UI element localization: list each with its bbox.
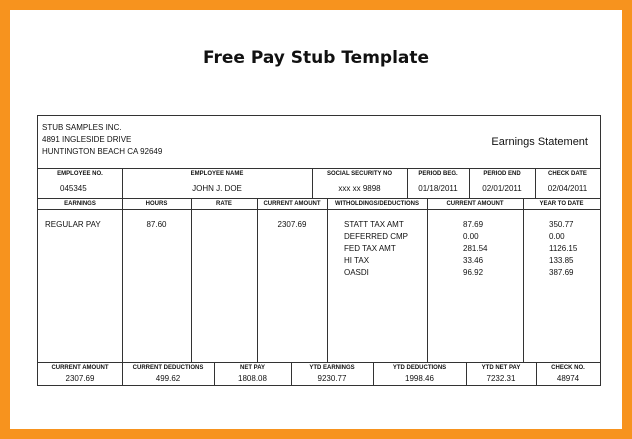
divider	[427, 198, 428, 362]
net-pay-label: NET PAY	[239, 365, 265, 371]
pay-stub	[37, 115, 601, 386]
earnings-current-amount: 2307.69	[277, 220, 307, 229]
page-title: Free Pay Stub Template	[202, 48, 430, 68]
ytd-deductions-value: 1998.46	[405, 374, 434, 383]
check-date-header: CHECK DATE	[548, 171, 587, 177]
employee-no-header: EMPLOYEE NO.	[57, 171, 103, 177]
rate-header: RATE	[216, 201, 232, 207]
period-end-header: PERIOD END	[483, 171, 521, 177]
withholding-ytd: 0.00	[549, 232, 565, 241]
check-no-label: CHECK NO.	[551, 365, 585, 371]
period-beg-header: PERIOD BEG.	[418, 171, 458, 177]
withholding-current: 0.00	[463, 232, 479, 241]
withholding-name: FED TAX AMT	[344, 244, 396, 253]
ytd-deductions-label: YTD DEDUCTIONS	[392, 365, 447, 371]
employee-no-value: 045345	[60, 184, 87, 193]
total-current-deductions-value: 499.62	[155, 374, 181, 383]
statement-title: Earnings Statement	[491, 136, 588, 148]
ytd-earnings-label: YTD EARNINGS	[309, 365, 355, 371]
withholding-current: 33.46	[463, 256, 484, 265]
company-address-1: 4891 INGLESIDE DRIVE	[42, 135, 132, 144]
withholding-current: 87.69	[463, 220, 484, 229]
withholding-ytd: 387.69	[549, 268, 574, 277]
divider	[523, 198, 524, 362]
ssn-value: xxx xx 9898	[338, 184, 381, 193]
check-no-value: 48974	[556, 374, 580, 383]
hours-header: HOURS	[145, 201, 168, 207]
employee-name-value: JOHN J. DOE	[192, 184, 242, 193]
withholding-name: STATT TAX AMT	[344, 220, 404, 229]
withholding-ytd: 350.77	[549, 220, 574, 229]
withholding-name: DEFERRED CMP	[344, 232, 409, 241]
withholding-current: 281.54	[463, 244, 488, 253]
withholding-ytd: 133.85	[549, 256, 574, 265]
earnings-header: EARNINGS	[64, 201, 96, 207]
divider	[327, 198, 328, 362]
withholding-name: HI TAX	[344, 256, 370, 265]
net-pay-value: 1808.08	[238, 374, 267, 383]
company-name: STUB SAMPLES INC.	[42, 123, 122, 132]
total-current-deductions-label: CURRENT DEDUCTIONS	[132, 365, 204, 371]
total-current-amount-label: CURRENT AMOUNT	[51, 365, 109, 371]
ssn-header: SOCIAL SECURITY NO	[326, 171, 393, 177]
check-date-value: 02/04/2011	[547, 184, 588, 193]
withholding-ytd: 1126.15	[549, 244, 578, 253]
ytd-net-pay-label: YTD NET PAY	[481, 365, 521, 371]
withholdings-header: WITHOLDINGS/DEDUCTIONS	[335, 201, 419, 207]
current-amount-header: CURRENT AMOUNT	[263, 201, 321, 207]
total-current-amount-value: 2307.69	[65, 374, 95, 383]
period-beg-value: 01/18/2011	[418, 184, 458, 193]
withholdings-current-header: CURRENT AMOUNT	[446, 201, 504, 207]
company-address-2: HUNTINGTON BEACH CA 92649	[42, 147, 163, 156]
earnings-type: REGULAR PAY	[45, 220, 101, 229]
year-to-date-header: YEAR TO DATE	[539, 201, 584, 207]
ytd-net-pay-value: 7232.31	[486, 374, 516, 383]
divider	[191, 198, 192, 362]
period-end-value: 02/01/2011	[482, 184, 522, 193]
employee-name-header: EMPLOYEE NAME	[190, 171, 244, 177]
earnings-hours: 87.60	[146, 220, 167, 229]
withholding-current: 96.92	[463, 268, 484, 277]
withholding-name: OASDI	[344, 268, 369, 277]
ytd-earnings-value: 9230.77	[317, 374, 347, 383]
